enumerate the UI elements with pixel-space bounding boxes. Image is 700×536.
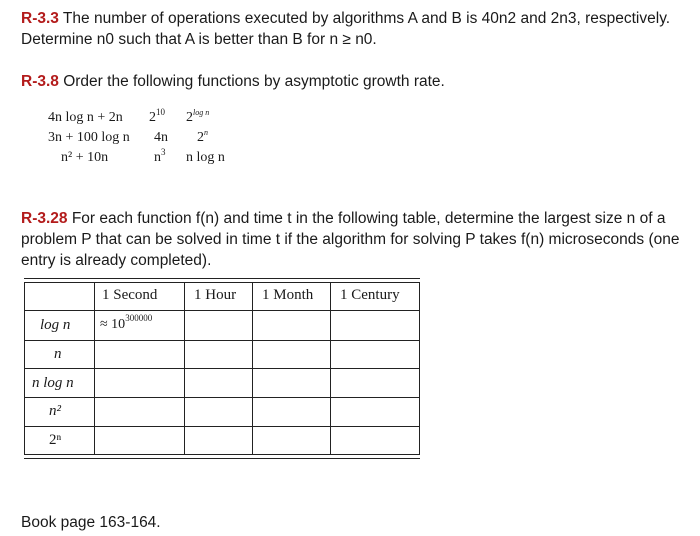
- table-rule: [24, 458, 420, 459]
- growth-table: [24, 278, 420, 460]
- problem-text: Determine n0 such that A is better than B for n ≥ n0.: [21, 31, 377, 48]
- function-item: 4n: [154, 130, 168, 145]
- problem-r3-28: [21, 208, 689, 271]
- row-label: n log n: [32, 375, 74, 391]
- row-label: n²: [49, 403, 61, 419]
- row-label: n: [54, 346, 62, 362]
- column-header: 1 Hour: [194, 287, 237, 303]
- problem-id: R-3.8: [21, 73, 59, 90]
- column-header: 1 Month: [262, 287, 314, 303]
- table-rule: [419, 282, 420, 454]
- column-header: 1 Century: [340, 287, 400, 303]
- table-rule: [252, 282, 253, 454]
- table-rule: [94, 282, 95, 454]
- function-item: $2^{log n}$: [186, 108, 210, 125]
- function-item: n² + 10n: [61, 150, 109, 165]
- table-rule: [24, 426, 420, 427]
- function-item: n log n: [186, 150, 225, 165]
- footer-note: Book page 163-164.: [21, 514, 161, 531]
- table-rule: [24, 368, 420, 369]
- table-cell-filled: ≈ $10^{300000}$: [100, 313, 153, 332]
- function-item: $n^3$: [154, 147, 166, 165]
- problem-text: For each function f(n) and time t in the following table, determine the largest size n of a problem P that can be solved in time t if the algorithm for solving P takes f(n) microseconds (one entry is already completed).: [21, 210, 680, 269]
- problem-r3-8: [21, 71, 681, 92]
- row-label: 2ⁿ: [49, 432, 62, 448]
- problem-text: The number of operations executed by algorithms A and B is 40n2 and 2n3, respectively.: [58, 10, 671, 27]
- function-list: [48, 108, 238, 174]
- table-rule: [24, 397, 420, 398]
- function-item: 3n + 100 log n: [48, 130, 130, 145]
- column-header: 1 Second: [102, 287, 158, 303]
- table-rule: [24, 454, 420, 455]
- table-rule: [24, 282, 25, 454]
- table-rule: [24, 310, 420, 311]
- function-item: $2^{10}$: [149, 107, 165, 125]
- table-rule: [330, 282, 331, 454]
- table-rule: [24, 340, 420, 341]
- problem-text: Order the following functions by asymptotic growth rate.: [58, 73, 445, 90]
- function-item: 2$^n$: [197, 128, 208, 145]
- function-item: 4n log n + 2n: [48, 110, 123, 125]
- table-rule: [24, 282, 420, 283]
- table-rule: [24, 278, 420, 279]
- problem-id: R-3.28: [21, 210, 68, 227]
- row-label: log n: [40, 317, 71, 333]
- table-rule: [184, 282, 185, 454]
- problem-id: R-3.3: [21, 10, 59, 27]
- problem-r3-3: [21, 8, 691, 50]
